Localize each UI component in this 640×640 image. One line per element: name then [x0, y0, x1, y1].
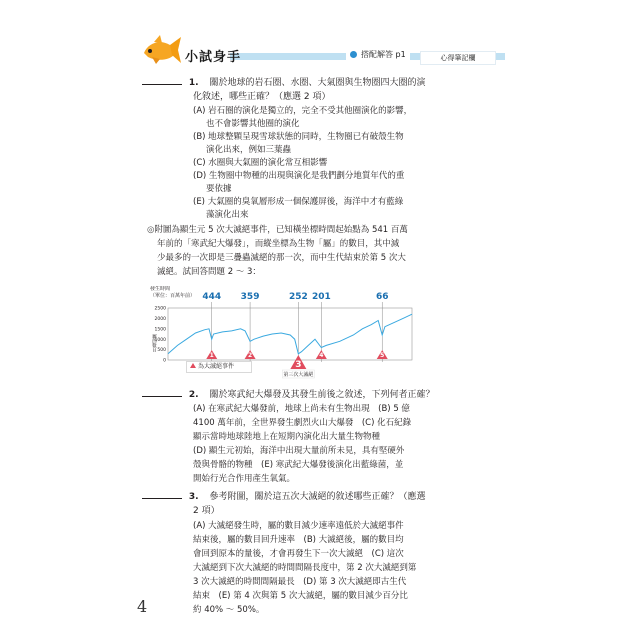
option-line: (B) 地球整顆呈現雪球狀態的同時，生物圈已有破殼生物: [193, 132, 404, 142]
option-line: 4100 萬年前，全世界發生劇烈火山大爆發 (C) 化石紀錄: [193, 418, 412, 428]
circle-bullet-icon: ◎: [147, 225, 155, 235]
answer-blank: [142, 84, 182, 85]
extinction-number: 5: [380, 352, 385, 359]
option-line: (E) 大氣圈的臭氧層形成一個保護屏後，海洋中才有藍綠: [193, 197, 404, 207]
option-line: 開始行光合作用產生氧氣。: [193, 474, 296, 484]
option-line: (A) 岩石圈的演化是獨立的，完全不受其他圈演化的影響，: [193, 106, 413, 116]
question-number: 2.: [188, 390, 199, 400]
event-time-label: 252: [288, 292, 308, 302]
option-line: (D) 顯生元初始，海洋中出現大量前所未見，具有堅硬外: [193, 446, 405, 456]
event-time-label: 359: [240, 292, 260, 302]
y-tick-label: 1500: [154, 327, 166, 333]
y-tick-label: 1000: [154, 337, 166, 343]
answer-reference: [346, 49, 410, 60]
context-paragraph: [147, 223, 505, 279]
page-number: 4: [137, 597, 148, 616]
option-line: 大滅絕到下次大滅絕的時間間隔長度中，第 2 次大滅絕到第: [193, 563, 417, 573]
event-caption: 第三次大滅絕: [283, 372, 314, 378]
option-line: 結束 (E) 第 4 次與第 5 次大滅絕，屬的數目減少百分比: [193, 591, 408, 601]
answer-blank: [142, 396, 182, 397]
question-stem: 關於地球的岩石圈、水圈、大氣圈與生物圈四大圈的演: [209, 78, 426, 88]
intro-line: 年前的「寒武紀大爆發」，而縱坐標為生物「屬」的數目，其中減: [157, 239, 400, 249]
question-stem-cont: 2 項）: [193, 506, 220, 516]
option-line: 要依據: [206, 184, 232, 194]
y-tick-label: 2000: [154, 317, 166, 322]
option-line: 藻演化出來: [206, 210, 249, 220]
question-3: [142, 490, 508, 504]
event-time-label: 201: [311, 292, 331, 302]
intro-line: 滅絕。試回答問題 2 ～ 3：: [157, 267, 261, 277]
option-line: 演化出來，例如三葉蟲: [206, 145, 292, 155]
question-number: 3.: [188, 492, 199, 502]
y-tick-label: 0: [163, 358, 166, 364]
plot-frame: [168, 308, 412, 360]
section-title: 小試身手: [185, 50, 242, 65]
bullet-dot-icon: [350, 51, 357, 58]
genus-count-line: [168, 314, 412, 354]
notes-column-label: 心得筆記欄: [420, 51, 496, 65]
option-line: 約 40% ～ 50%。: [193, 605, 265, 615]
y-axis-title: （單位：百萬年前）: [150, 293, 196, 299]
extinction-number: 2: [247, 352, 253, 359]
y-axis-label: 屬的數目: [151, 334, 157, 352]
option-line: 殼與骨骼的物種 (E) 寒武紀大爆發後演化出藍綠菌，並: [193, 460, 404, 470]
y-tick-label: 2500: [154, 306, 166, 312]
intro-line: 少最多的一次即是三疊蟲滅絕的那一次，而中生代結束於第 5 次大: [157, 253, 406, 263]
option-line: (A) 大滅絕發生時，屬的數目減少速率遠低於大滅絕事件: [193, 521, 404, 531]
option-line: 3 次大滅絕的時間間隔最長 (D) 第 3 次大滅絕即古生代: [193, 577, 407, 587]
option-line: (C) 水圈與大氣圈的演化常互相影響: [193, 158, 328, 168]
option-line: 會回到原本的量後，才會再發生下一次大滅絕 (C) 這次: [193, 549, 404, 559]
option-line: 也不會影響其他圈的演化: [206, 119, 300, 129]
extinction-number: 4: [319, 352, 324, 359]
question-2: [142, 388, 508, 402]
extinction-number: 3: [295, 360, 302, 370]
question-stem: 參考附圖，關於這五次大滅絕的敘述哪些正確？（應選: [209, 492, 426, 502]
event-time-label: 66: [375, 292, 389, 302]
answer-reference-text: 搭配解答 p1: [361, 50, 406, 59]
y-tick-label: 500: [157, 348, 166, 354]
y-axis-title: 發生時間: [150, 286, 171, 292]
option-line: (A) 在寒武紀大爆發前，地球上尚未有生物出現 (B) 5 億: [193, 404, 410, 414]
chart-legend: [186, 361, 252, 373]
question-stem: 關於寒武紀大爆發及其發生前後之敘述，下列何者正確？: [209, 390, 435, 400]
question-1: [142, 76, 508, 90]
option-line: 結束後，屬的數目回升速率 (B) 大滅絕後，屬的數目均: [193, 535, 404, 545]
question-stem-cont: 化敘述，哪些正確？（應選 2 項）: [193, 92, 331, 102]
intro-line: 附圖為顯生元 5 次大滅絕事件，已知橫坐標時間起始點為 541 百萬: [154, 225, 408, 235]
triangle-marker-icon: [190, 363, 196, 368]
legend-label: 為大滅絕事件: [198, 363, 235, 370]
question-number: 1.: [188, 78, 199, 88]
option-line: (D) 生物圈中物種的出現與演化是我們劃分地質年代的重: [193, 171, 405, 181]
option-line: 顯示當時地球陸地上在短期內演化出大量生物物種: [193, 432, 381, 442]
extinction-number: 1: [209, 352, 214, 359]
event-time-label: 444: [202, 292, 222, 302]
answer-blank: [142, 498, 182, 499]
goldfish-icon: [140, 33, 182, 67]
